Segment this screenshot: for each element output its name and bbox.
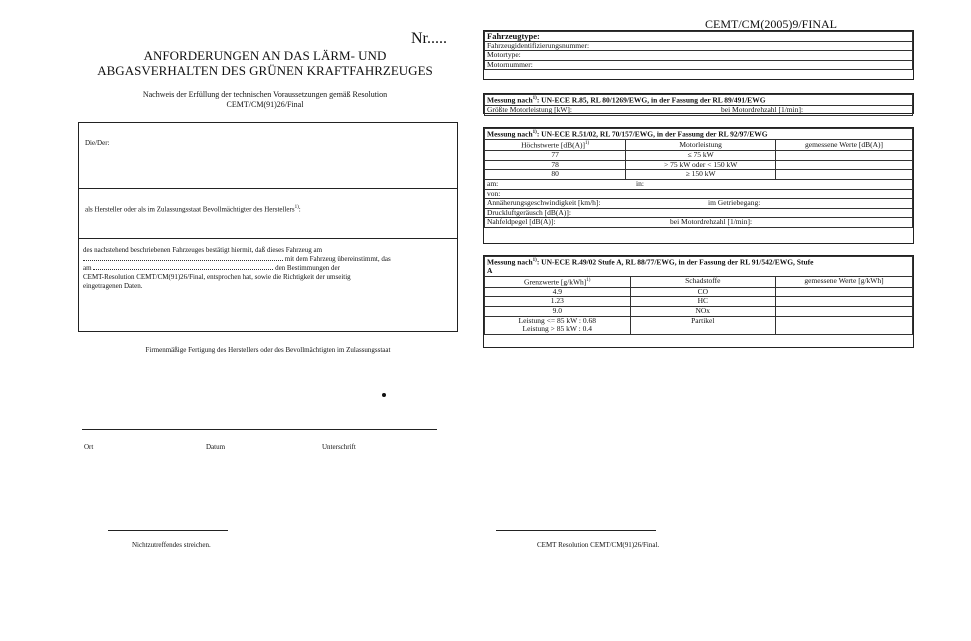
page-title-line-2: ABGASVERHALTEN DES GRÜNEN KRAFTFAHRZEUGES (97, 63, 433, 78)
subtitle-line-1: Nachweis der Erfüllung der technischen Voraussetzungen gemäß Resolution (142, 90, 388, 99)
page-title-line-1: ANFORDERUNGEN AN DAS LÄRM- UND (143, 48, 387, 63)
emission-measured[interactable] (776, 287, 913, 297)
table-row (485, 160, 913, 170)
footnote-marker: 1) (532, 130, 537, 135)
noise-header-measured: gemessene Werte [dB(A)] (776, 140, 913, 151)
footnote-marker: 1) (532, 96, 537, 101)
document-reference: CEMT/CM(2005)9/FINAL (705, 17, 837, 31)
emission-pollutant: CO (630, 287, 776, 297)
subtitle-line-2: CEMT/CM(91)26/Final (226, 100, 304, 109)
emission-limit: 1.23 (485, 297, 631, 307)
section3-title-rest-2: A (487, 266, 493, 276)
emission-measured[interactable] (776, 306, 913, 316)
signature-unterschrift: Unterschrift (322, 443, 356, 451)
engine-type-label: Motortype: (485, 51, 913, 61)
declaration-line-3 (83, 264, 453, 273)
declaration-box (78, 122, 458, 332)
signature-line (82, 429, 437, 430)
emission-header-limits (485, 276, 631, 287)
noise-measured[interactable] (776, 160, 913, 170)
bullet-mark (382, 393, 386, 397)
noise-header-limits-text: Höchstwerte [dB(A)] (521, 140, 585, 150)
engine-speed-label: bei Motordrehzahl [1/min]: (721, 105, 804, 115)
noise-near-row[interactable] (485, 218, 913, 228)
emission-limit: 9.0 (485, 306, 631, 316)
footnote-marker: 1) (585, 141, 590, 147)
engine-number-label: Motornummer: (485, 60, 913, 70)
divider (79, 238, 457, 239)
signature-datum: Datum (206, 443, 226, 451)
emission-measured[interactable] (776, 297, 913, 307)
noise-power: ≤ 75 kW (626, 151, 776, 161)
declaration-line-4: CEMT-Resolution CEMT/CM(91)26/Final, entsprochen hat, sowie die Richtigkeit der umseitig (83, 273, 351, 281)
declaration-line-2-text: mit dem Fahrzeug übereinstimmt, das (284, 255, 391, 263)
emission-measurement-section (483, 255, 914, 348)
table-row (485, 170, 913, 180)
noise-air-row[interactable]: Druckluftgeräusch [dB(A)]: (485, 208, 913, 218)
representative-label-text: als Hersteller oder als im Zulassungsstaat Bevollmächtigter des Herstellers (85, 205, 295, 214)
footnote-line (108, 530, 228, 531)
footnote-marker: 1) (586, 277, 591, 283)
declaration-text (83, 246, 453, 291)
emission-header-limits-text: Grenzwerte [g/kWh] (524, 277, 587, 287)
emission-pollutant: NOx (630, 306, 776, 316)
noise-power: > 75 kW oder < 150 kW (626, 160, 776, 170)
noise-measurement-section (483, 127, 914, 244)
declaration-line-1: des nachstehend beschriebenen Fahrzeuges bestätigt hiermit, daß dieses Fahrzeug am (83, 246, 323, 254)
emission-pollutant: HC (630, 297, 776, 307)
table-row (485, 306, 913, 316)
vehicle-info-table (483, 30, 914, 80)
section2-title-rest: : UN-ECE R.51/02, RL 70/157/EWG, in der Fassung der RL 92/97/EWG (536, 129, 768, 139)
date-blank[interactable] (83, 260, 283, 261)
page-title (70, 48, 460, 78)
noise-limit: 78 (485, 160, 626, 170)
noise-in-label: in: (636, 178, 644, 188)
near-field-speed-label: bei Motordrehzahl [1/min]: (670, 217, 753, 227)
emission-header-measured: gemessene Werte [g/kWh] (776, 276, 913, 287)
declaration-line-3-text: den Bestimmungen der (275, 264, 340, 272)
noise-date-row[interactable] (485, 179, 913, 189)
noise-limit: 80 (485, 170, 626, 180)
date-blank-2[interactable] (93, 269, 273, 270)
footer-line (496, 530, 656, 531)
emission-header-pollutants: Schadstoffe (630, 276, 776, 287)
noise-measured[interactable] (776, 170, 913, 180)
table-row (485, 151, 913, 161)
noise-am-label: am: (487, 179, 499, 188)
particle-limit-1: Leistung <= 85 kW : 0.68 (518, 316, 596, 325)
representative-label-colon: : (298, 205, 301, 214)
section3-title-text: Messung nach (487, 257, 533, 267)
particle-measured[interactable] (776, 316, 913, 334)
section3-title-rest: : UN-ECE R.49/02 Stufe A, RL 88/77/EWG, in der Fassung der RL 91/542/EWG, Stufe (536, 257, 814, 267)
section2-title-text: Messung nach (487, 129, 533, 139)
declaration-line-3-am: am (83, 264, 92, 272)
approach-speed-label: Annäherungsgeschwindigkeit [km/h]: (487, 198, 601, 208)
divider (79, 188, 457, 189)
section1-title-text: Messung nach (487, 95, 533, 105)
manufacturer-label: Die/Der: (85, 139, 110, 147)
noise-accel-row[interactable] (485, 199, 913, 209)
particle-limit (485, 316, 631, 334)
declaration-line-5: eingetragenen Daten. (83, 282, 143, 290)
emission-limit: 4.9 (485, 287, 631, 297)
footnote-marker: 1) (532, 258, 537, 263)
representative-label (85, 203, 301, 214)
section1-title (485, 95, 913, 106)
vehicle-type-label: Fahrzeugtype: (485, 32, 913, 42)
noise-header-power: Motorleistung (626, 140, 776, 151)
form-number: Nr..... (411, 30, 447, 47)
power-measurement-section (483, 93, 914, 114)
signature-note: Firmenmäßige Fertigung des Herstellers oder des Bevollmächtigten im Zulassungsstaat (145, 346, 391, 354)
section2-title (485, 129, 913, 140)
noise-measured[interactable] (776, 151, 913, 161)
section3-title (485, 257, 913, 277)
gear-label: im Getriebegang: (708, 198, 761, 208)
page-subtitle (70, 90, 460, 110)
section1-title-rest: : UN-ECE R.85, RL 80/1269/EWG, in der Fassung der RL 89/491/EWG (536, 95, 766, 105)
footnote-marker: 1) (294, 205, 299, 210)
declaration-line-2 (83, 255, 453, 264)
noise-von-row[interactable]: von: (485, 189, 913, 199)
table-row (485, 287, 913, 297)
footer-reference: CEMT Resolution CEMT/CM(91)26/Final. (537, 541, 660, 549)
table-row (485, 297, 913, 307)
particle-pollutant: Partikel (630, 316, 776, 334)
particle-limit-2: Leistung > 85 kW : 0.4 (522, 324, 593, 334)
signature-ort: Ort (84, 443, 94, 451)
footnote-text: Nichtzutreffendes streichen. (132, 541, 211, 549)
near-field-label: Nahfeldpegel [dB(A)]: (487, 217, 556, 227)
noise-header-limits (485, 140, 626, 151)
section1-row (485, 106, 913, 116)
max-power-label: Größte Motorleistung [kW]: (487, 105, 572, 115)
noise-power: ≥ 150 kW (626, 170, 776, 180)
vehicle-id-label: Fahrzeugidentifizierungsnummer: (485, 41, 913, 51)
table-row (485, 316, 913, 334)
noise-limit: 77 (485, 151, 626, 161)
